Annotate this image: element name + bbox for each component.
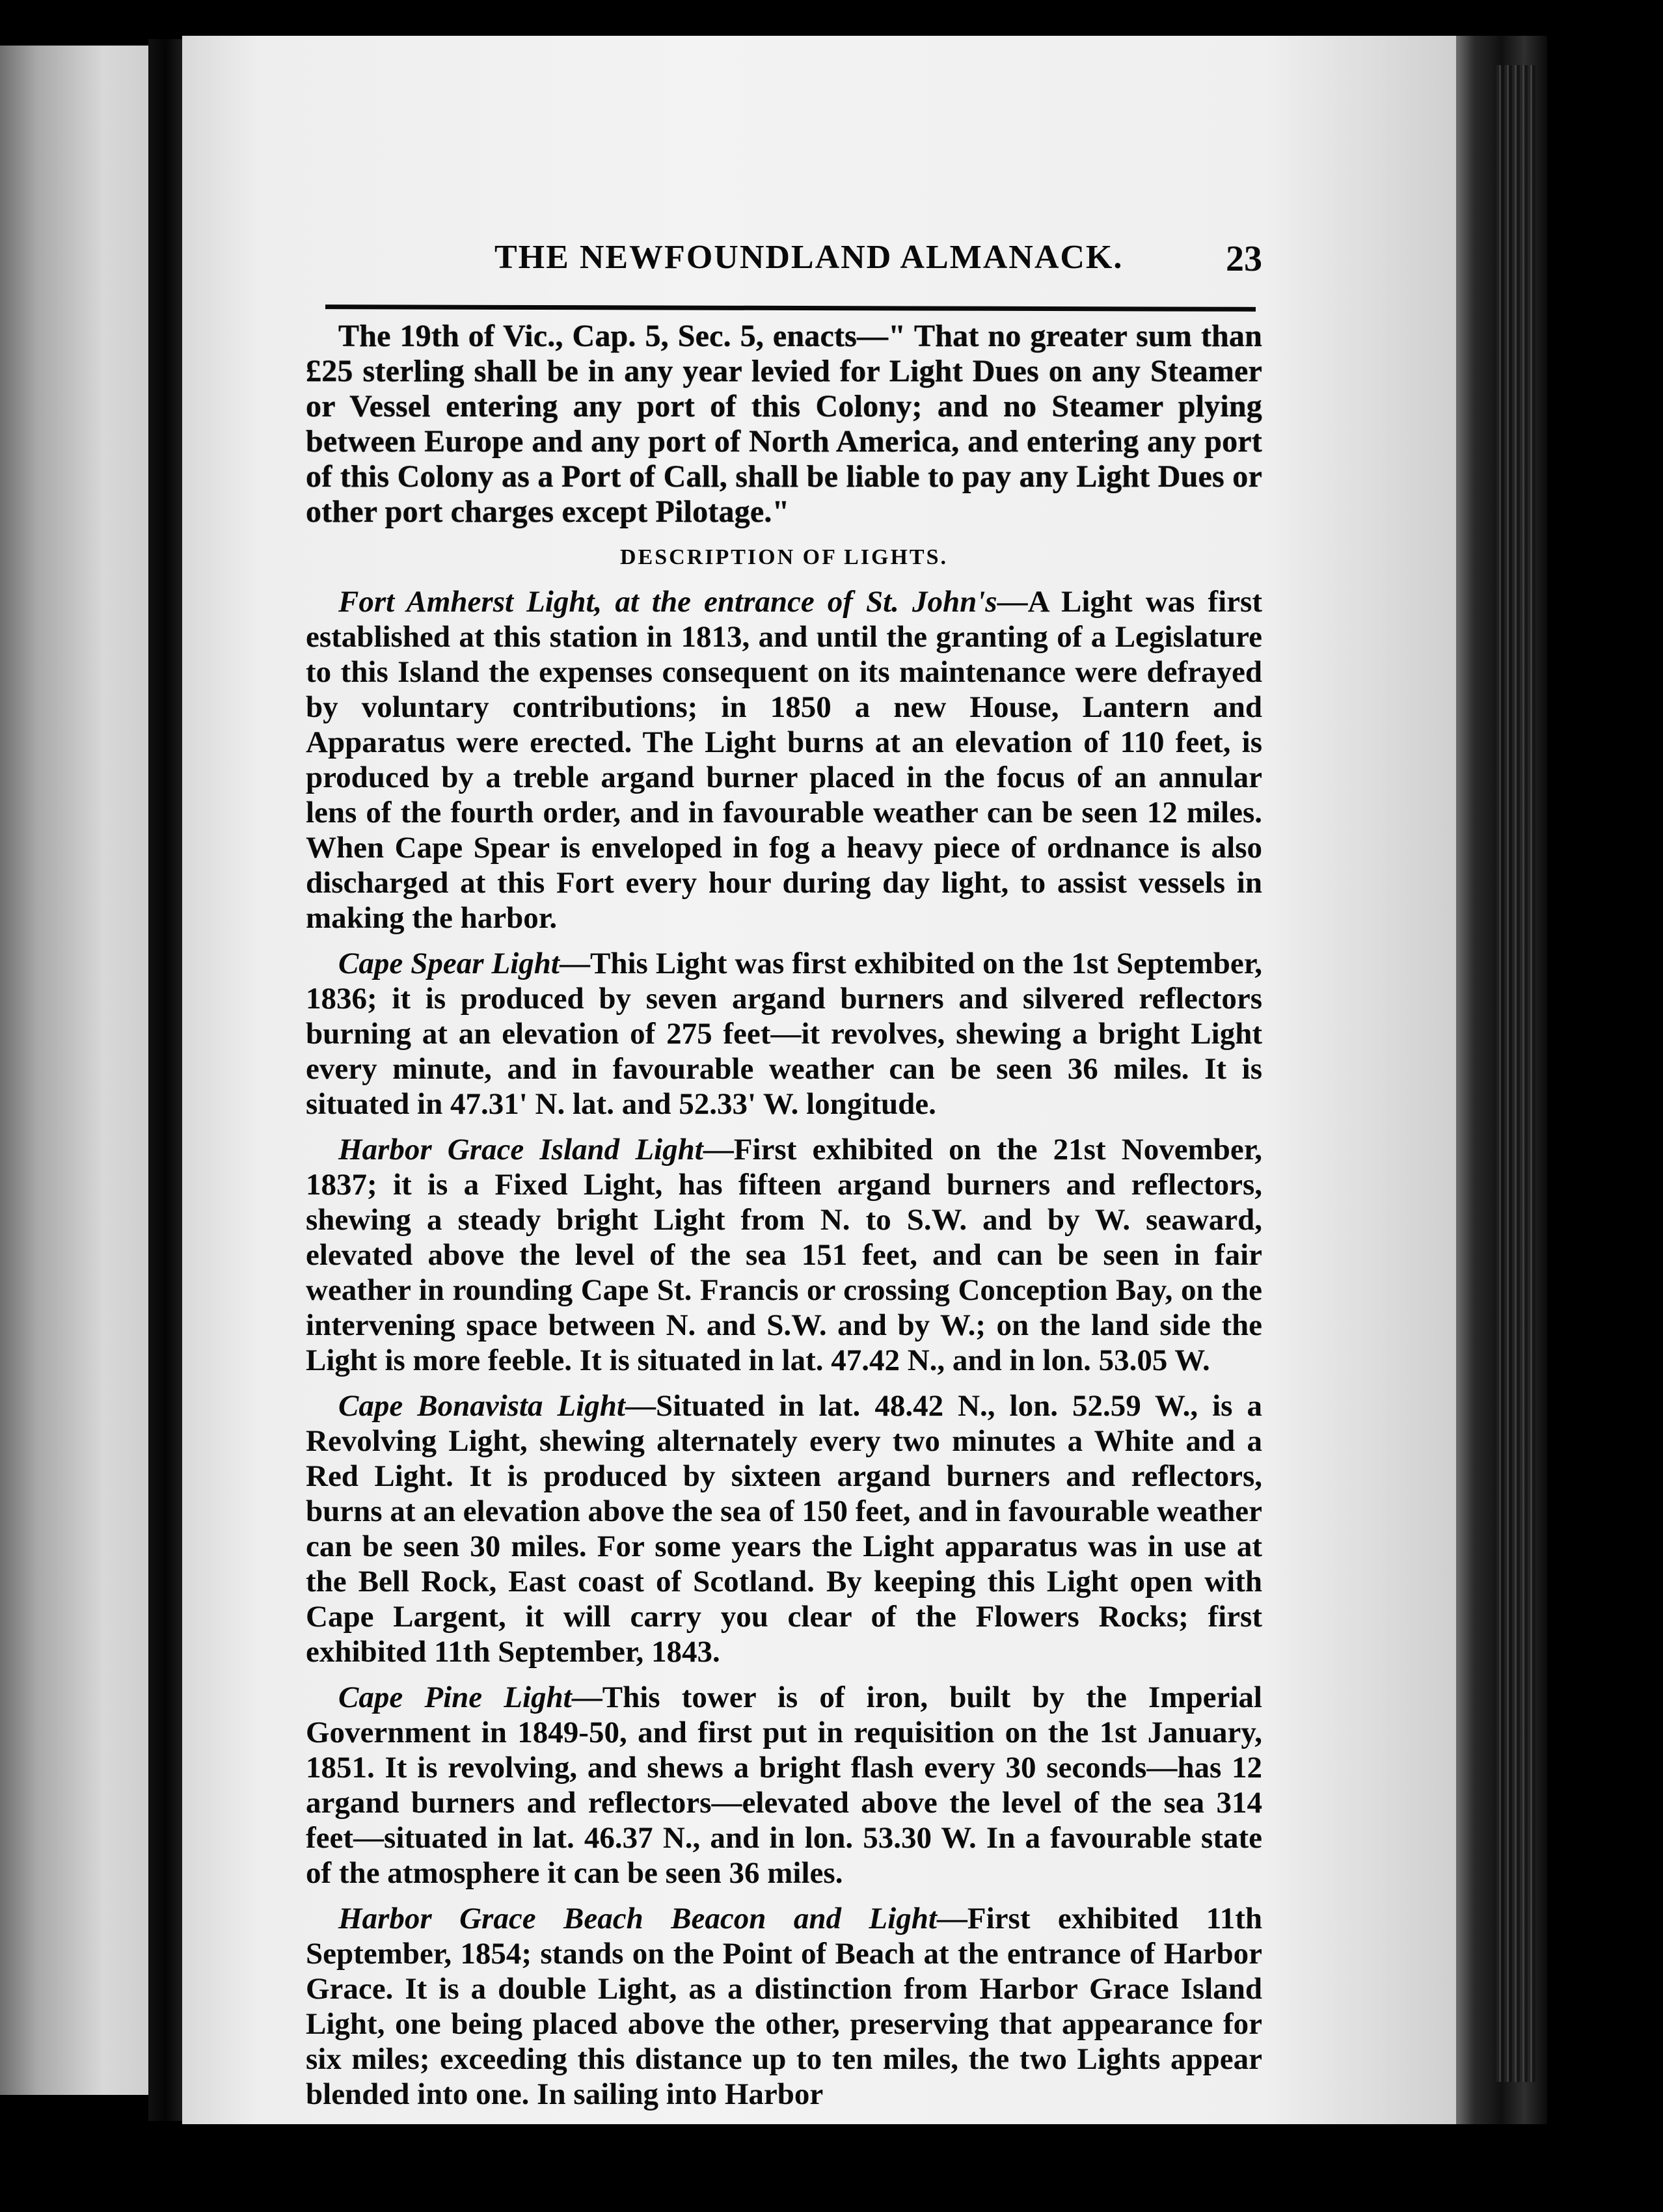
paragraph-lead: Cape Spear Light	[338, 947, 560, 980]
running-head: THE NEWFOUNDLAND ALMANACK.	[494, 239, 1124, 276]
paragraph-lead: Cape Bonavista Light	[338, 1389, 625, 1423]
paragraph-body: —This tower is of iron, built by the Imperial Government in 1849-50, and first put in requisition on the 1st January, 1851. It is revolving, and shews a bright flash every 30 seconds—has 12 argand burners and reflectors—elevated above the level of the sea 314 feet—situated in lat. 46.37 N., and in lon. 53.30 W. In a favourable state of the atmosphere it can be seen 36 miles.	[306, 1680, 1262, 1890]
body-text	[306, 319, 1262, 2122]
paragraph-cape-pine	[306, 1680, 1262, 1891]
paragraph-harbor-grace-beach	[306, 1901, 1262, 2112]
section-heading: DESCRIPTION OF LIGHTS.	[620, 545, 948, 569]
paragraph-cape-bonavista	[306, 1388, 1262, 1669]
paragraph-body: —First exhibited on the 21st November, 1837; it is a Fixed Light, has fifteen argand burners and reflectors, shewing a steady bright Light from N. to S.W. and by W. seaward, elevated above the level of the sea 151 feet, and can be seen in fair weather in rounding Cape St. Francis or crossing Conception Bay, on the intervening space between N. and S.W. and by W.; on the land side the Light is more feeble. It is situated in lat. 47.42 N., and in lon. 53.05 W.	[306, 1133, 1262, 1377]
paragraph-lead: Fort Amherst Light, at the entrance of St. John's	[338, 585, 997, 619]
book-gutter	[148, 39, 182, 2121]
paragraph-body: —This Light was first exhibited on the 1st September, 1836; it is produced by seven argand burners and silvered reflectors burning at an elevation of 275 feet—it revolves, shewing a bright Light every minute, and in favourable weather can be seen 36 miles. It is situated in 47.31' N. lat. and 52.33' W. longitude.	[306, 947, 1262, 1121]
page-stack-edges	[1496, 65, 1535, 2082]
paragraph-fort-amherst	[306, 584, 1262, 936]
left-page-edge	[0, 46, 148, 2095]
paragraph-lead: Harbor Grace Beach Beacon and Light	[338, 1902, 937, 1936]
paragraph-lead: Harbor Grace Island Light	[338, 1133, 703, 1167]
paragraph-harbor-grace-island	[306, 1132, 1262, 1378]
paragraph-cape-spear	[306, 946, 1262, 1122]
paragraph-lead: Cape Pine Light	[338, 1680, 572, 1714]
page-header	[325, 234, 1262, 293]
page-number: 23	[1226, 239, 1262, 279]
paragraph-body: —Situated in lat. 48.42 N., lon. 52.59 W., is a Revolving Light, shewing alternately every two minutes a White and a Red Light. It is produced by sixteen argand burners and reflectors, burns at an elevation above the sea of 150 feet, and in favourable weather can be seen 30 miles. For some years the Light apparatus was in use at the Bell Rock, East coast of Scotland. By keeping this Light open with Cape Largent, it will carry you clear of the Flowers Rocks; first exhibited 11th September, 1843.	[306, 1389, 1262, 1669]
intro-paragraph: The 19th of Vic., Cap. 5, Sec. 5, enacts—" That no greater sum than £25 sterling shall be in any year levied for Light Dues on any Steamer or Vessel entering any port of this Colony; and no Steamer plying between Europe and any port of North America, and entering any port of this Colony as a Port of Call, shall be liable to pay any Light Dues or other port charges except Pilotage."	[306, 319, 1262, 529]
paragraph-body: —A Light was first established at this station in 1813, and until the granting of a Legislature to this Island the expenses consequent on its maintenance were defrayed by voluntary contributions; in 1850 a new House, Lantern and Apparatus were erected. The Light burns at an elevation of 110 feet, is produced by a treble argand burner placed in the focus of an annular lens of the fourth order, and in favourable weather can be seen 12 miles. When Cape Spear is enveloped in fog a heavy piece of ordnance is also discharged at this Fort every hour during day light, to assist vessels in making the harbor.	[306, 585, 1263, 935]
paragraph-body: —First exhibited 11th September, 1854; stands on the Point of Beach at the entrance of Harbor Grace. It is a double Light, as a distinction from Harbor Grace Island Light, one being placed above the other, preserving that appearance for six miles; exceeding this distance up to ten miles, the two Lights appear blended into one. In sailing into Harbor	[306, 1902, 1262, 2111]
